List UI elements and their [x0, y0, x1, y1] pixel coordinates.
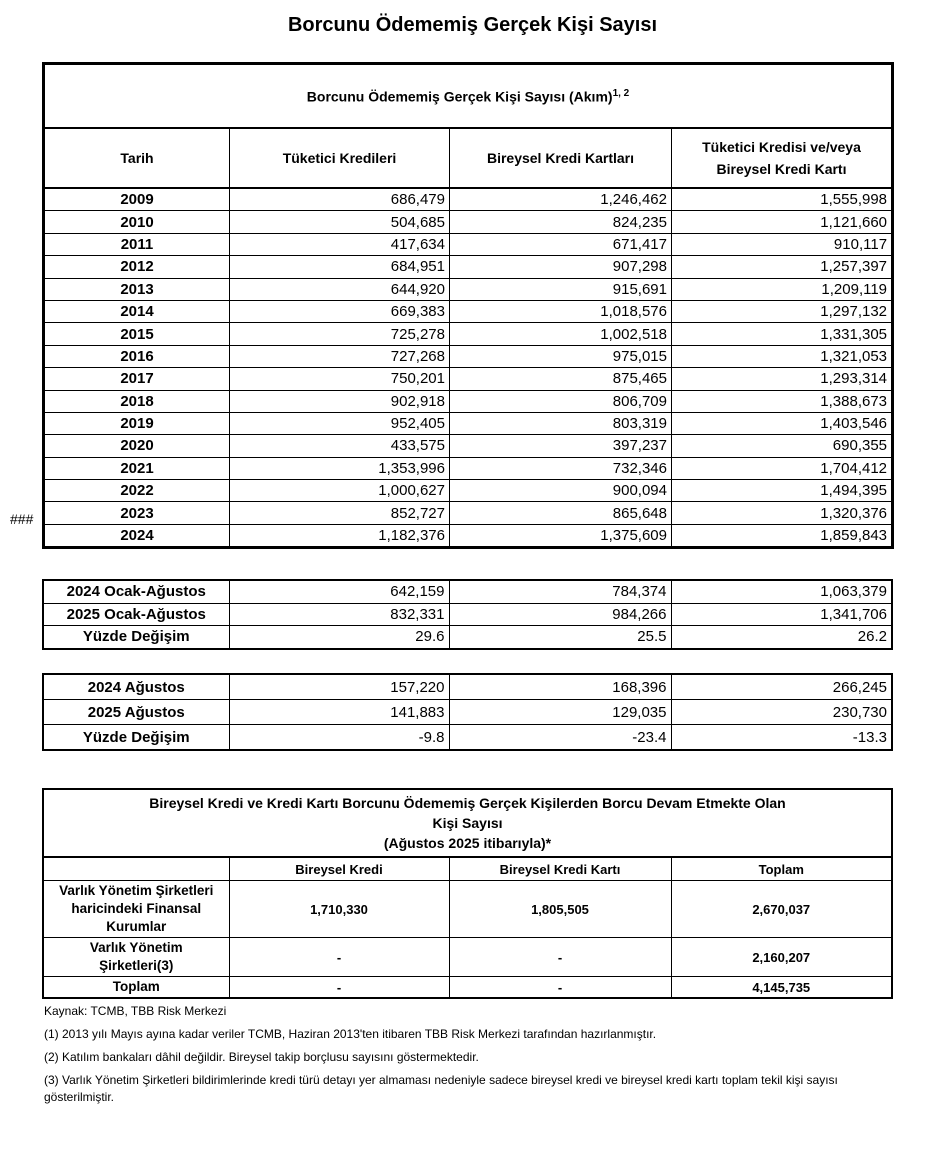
row-date: 2025 Ağustos [43, 700, 229, 725]
row-date: 2017 [44, 368, 230, 390]
row-label: Varlık Yönetim Şirketleri(3) [43, 938, 229, 977]
cell-consumer-loans: 29.6 [229, 626, 449, 649]
ongoing-table-caption: Bireysel Kredi ve Kredi Kartı Borcunu Ödememiş Gerçek Kişilerden Borcu Devam Etmekte Olan Kişi Sayısı (Ağustos 2025 itibarıyla)* [43, 789, 892, 857]
cell-credit-cards: 784,374 [449, 580, 671, 603]
cell-combined: 1,257,397 [672, 256, 893, 278]
table-row [44, 390, 893, 412]
table-row [43, 725, 892, 751]
cell-consumer-loans: 1,000,627 [230, 480, 450, 502]
cell-credit-cards: 1,375,609 [450, 524, 672, 547]
row-date: 2024 Ağustos [43, 674, 229, 700]
cell-combined: 1,704,412 [672, 457, 893, 479]
cell-credit-cards: 806,709 [450, 390, 672, 412]
cell-consumer-loans: 952,405 [230, 412, 450, 434]
col-header-combined: Tüketici Kredisi ve/veya Bireysel Kredi Kartı [672, 128, 893, 188]
cell-total: 4,145,735 [671, 977, 892, 999]
cell-combined: 1,403,546 [672, 412, 893, 434]
annual-table-header-row [44, 128, 893, 188]
cell-credit-cards: 803,319 [450, 412, 672, 434]
table-row [44, 480, 893, 502]
cell-consumer-loans: 832,331 [229, 603, 449, 626]
cell-credit-cards: -23.4 [449, 725, 671, 751]
cell-consumer-loans: 141,883 [229, 700, 449, 725]
footnote-ref: 1, 2 [612, 87, 630, 99]
ongoing-table [42, 788, 893, 999]
cell-consumer-loans: 157,220 [229, 674, 449, 700]
table-row [44, 211, 893, 233]
cell-personal-card: - [449, 977, 671, 999]
table-row [44, 368, 893, 390]
footnote-2: (2) Katılım bankaları dâhil değildir. Bireysel takip borçlusu sayısını göstermektedir. [44, 1050, 479, 1064]
cell-combined: 1,121,660 [672, 211, 893, 233]
table-row [44, 457, 893, 479]
table-row [44, 435, 893, 457]
cell-credit-cards: 1,018,576 [450, 300, 672, 322]
row-date: 2019 [44, 412, 230, 434]
cell-combined: 1,063,379 [671, 580, 892, 603]
cell-personal-loan: - [229, 938, 449, 977]
cell-credit-cards: 865,648 [450, 502, 672, 524]
cell-consumer-loans: 902,918 [230, 390, 450, 412]
table-row [44, 345, 893, 367]
row-date: 2023 [44, 502, 230, 524]
cell-credit-cards: 984,266 [449, 603, 671, 626]
cell-consumer-loans: 417,634 [230, 233, 450, 255]
table-row [44, 233, 893, 255]
cell-consumer-loans: 433,575 [230, 435, 450, 457]
row-date: Yüzde Değişim [43, 626, 229, 649]
cell-credit-cards: 875,465 [450, 368, 672, 390]
cell-combined: 1,341,706 [671, 603, 892, 626]
col-header-personal-loan: Bireysel Kredi [229, 857, 449, 881]
cell-combined: 26.2 [671, 626, 892, 649]
row-date: 2014 [44, 300, 230, 322]
row-date: 2025 Ocak-Ağustos [43, 603, 229, 626]
footnote-3: (3) Varlık Yönetim Şirketleri bildirimlerinde kredi türü detayı yer almaması nedeniyle sadece bireysel kredi ve bireysel kredi kartı toplam tekil kişi sayısı gösterilmiştir. [44, 1073, 838, 1104]
row-date: 2012 [44, 256, 230, 278]
row-label: Varlık Yönetim Şirketleri haricindeki Finansal Kurumlar [43, 881, 229, 938]
cell-personal-card: - [449, 938, 671, 977]
source-note: Kaynak: TCMB, TBB Risk Merkezi [44, 1004, 227, 1018]
table-row [44, 412, 893, 434]
month-table [42, 673, 893, 751]
table-row [43, 603, 892, 626]
col-header-credit-cards: Bireysel Kredi Kartları [450, 128, 672, 188]
cell-consumer-loans: 686,479 [230, 188, 450, 211]
row-date: 2009 [44, 188, 230, 211]
row-date: 2024 [44, 524, 230, 547]
annual-table-subtitle-row [44, 64, 893, 129]
cell-credit-cards: 1,246,462 [450, 188, 672, 211]
cell-total: 2,160,207 [671, 938, 892, 977]
cell-consumer-loans: -9.8 [229, 725, 449, 751]
table-row [43, 626, 892, 649]
table-row [43, 881, 892, 938]
cell-credit-cards: 397,237 [450, 435, 672, 457]
cell-personal-loan: - [229, 977, 449, 999]
col-header-personal-card: Bireysel Kredi Kartı [449, 857, 671, 881]
cell-total: 2,670,037 [671, 881, 892, 938]
row-date: 2016 [44, 345, 230, 367]
row-date: Yüzde Değişim [43, 725, 229, 751]
row-date: 2015 [44, 323, 230, 345]
row-date: 2013 [44, 278, 230, 300]
cell-consumer-loans: 504,685 [230, 211, 450, 233]
col-header-consumer-loans: Tüketici Kredileri [230, 128, 450, 188]
cell-credit-cards: 168,396 [449, 674, 671, 700]
table-row [43, 580, 892, 603]
cell-personal-card: 1,805,505 [449, 881, 671, 938]
annual-table [42, 62, 894, 549]
cell-credit-cards: 824,235 [450, 211, 672, 233]
cell-consumer-loans: 1,353,996 [230, 457, 450, 479]
period-table-body [43, 580, 892, 649]
row-label: Toplam [43, 977, 229, 999]
cell-consumer-loans: 644,920 [230, 278, 450, 300]
annual-table-subtitle: Borcunu Ödememiş Gerçek Kişi Sayısı (Akım)$^{1, 2}$ [44, 64, 893, 129]
footnotes [44, 1003, 904, 1112]
ongoing-table-header-row [43, 857, 892, 881]
col-header-total: Toplam [671, 857, 892, 881]
cell-credit-cards: 975,015 [450, 345, 672, 367]
cell-combined: 910,117 [672, 233, 893, 255]
page-title: Borcunu Ödememiş Gerçek Kişi Sayısı [287, 14, 658, 36]
cell-combined: 1,293,314 [672, 368, 893, 390]
col-header-blank [43, 857, 229, 881]
ongoing-table-caption-row [43, 789, 892, 857]
cell-combined: 1,297,132 [672, 300, 893, 322]
cell-credit-cards: 129,035 [449, 700, 671, 725]
row-date: 2022 [44, 480, 230, 502]
row-date: 2021 [44, 457, 230, 479]
row-marker: ### [10, 511, 34, 527]
cell-consumer-loans: 669,383 [230, 300, 450, 322]
table-row [44, 256, 893, 278]
table-row [44, 188, 893, 211]
cell-combined: 1,555,998 [672, 188, 893, 211]
table-row [44, 323, 893, 345]
cell-combined: 1,388,673 [672, 390, 893, 412]
row-date: 2011 [44, 233, 230, 255]
table-row [43, 938, 892, 977]
cell-combined: 1,321,053 [672, 345, 893, 367]
cell-credit-cards: 671,417 [450, 233, 672, 255]
footnote-1: (1) 2013 yılı Mayıs ayına kadar veriler TCMB, Haziran 2013'ten itibaren TBB Risk Merkezi tarafından hazırlanmıştır. [44, 1027, 657, 1041]
cell-combined: 1,331,305 [672, 323, 893, 345]
table-row [43, 977, 892, 999]
row-date: 2020 [44, 435, 230, 457]
cell-consumer-loans: 642,159 [229, 580, 449, 603]
cell-combined: 266,245 [671, 674, 892, 700]
cell-combined: 1,494,395 [672, 480, 893, 502]
col-header-date: Tarih [44, 128, 230, 188]
month-table-body [43, 674, 892, 750]
cell-credit-cards: 1,002,518 [450, 323, 672, 345]
cell-combined: 690,355 [672, 435, 893, 457]
row-date: 2010 [44, 211, 230, 233]
table-row [44, 502, 893, 524]
table-row [44, 300, 893, 322]
cell-credit-cards: 732,346 [450, 457, 672, 479]
cell-consumer-loans: 725,278 [230, 323, 450, 345]
cell-consumer-loans: 684,951 [230, 256, 450, 278]
annual-table-body [44, 188, 893, 548]
row-date: 2024 Ocak-Ağustos [43, 580, 229, 603]
cell-combined: 1,859,843 [672, 524, 893, 547]
table-row [43, 674, 892, 700]
cell-consumer-loans: 852,727 [230, 502, 450, 524]
table-row [44, 278, 893, 300]
cell-combined: -13.3 [671, 725, 892, 751]
cell-credit-cards: 900,094 [450, 480, 672, 502]
cell-personal-loan: 1,710,330 [229, 881, 449, 938]
table-row [44, 524, 893, 547]
table-row [43, 700, 892, 725]
cell-consumer-loans: 1,182,376 [230, 524, 450, 547]
cell-consumer-loans: 750,201 [230, 368, 450, 390]
cell-credit-cards: 915,691 [450, 278, 672, 300]
period-table [42, 579, 893, 650]
cell-combined: 1,320,376 [672, 502, 893, 524]
row-date: 2018 [44, 390, 230, 412]
cell-credit-cards: 25.5 [449, 626, 671, 649]
cell-consumer-loans: 727,268 [230, 345, 450, 367]
cell-credit-cards: 907,298 [450, 256, 672, 278]
cell-combined: 230,730 [671, 700, 892, 725]
cell-combined: 1,209,119 [672, 278, 893, 300]
